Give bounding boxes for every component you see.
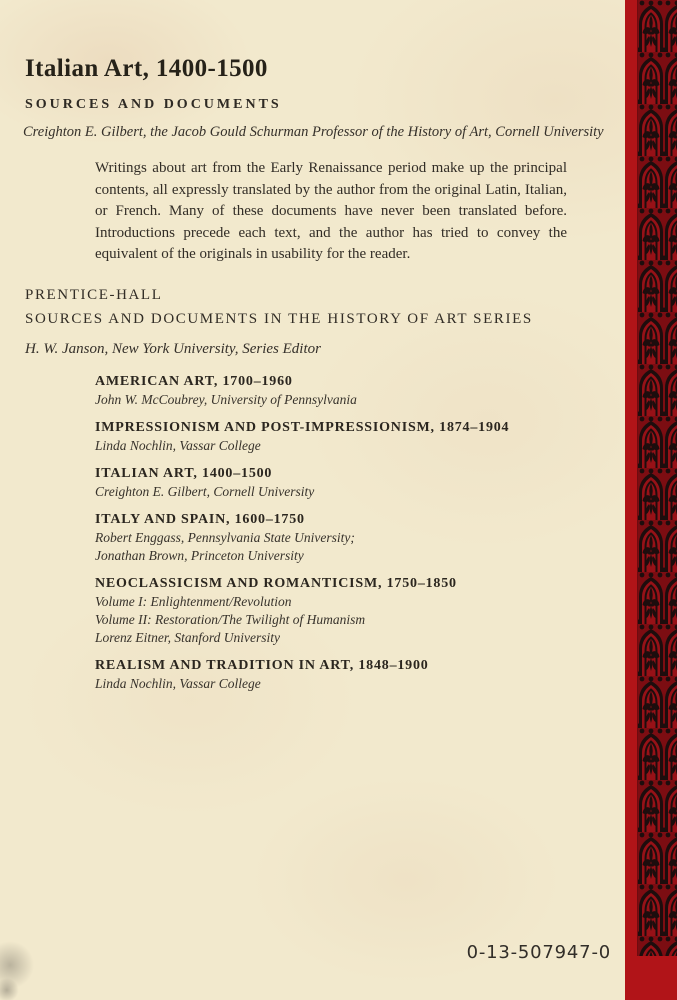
series-title: SOURCES AND DOCUMENTS IN THE HISTORY OF ART SERIES: [25, 311, 533, 327]
gothic-ornament-pattern: [637, 0, 677, 956]
series-book-detail-line: Linda Nochlin, Vassar College: [95, 676, 261, 691]
publisher-name: PRENTICE-HALL: [25, 287, 163, 303]
series-editor-line: H. W. Janson, New York University, Series Editor: [25, 341, 321, 357]
series-book-title: ITALY AND SPAIN, 1600–1750: [95, 512, 305, 527]
book-description: Writings about art from the Early Renaissance period make up the principal contents, all expressly translated by the author from the original Latin, Italian, or French. Many of these documents have never been translated before. Introductions precede each text, and the author has tried to convey the equivalent of the originals in usability for the reader.: [95, 160, 567, 262]
book-title: Italian Art, 1400-1500: [25, 55, 268, 82]
series-book-entry: [95, 656, 575, 693]
series-book-entry: [95, 418, 575, 455]
series-book-detail-line: Volume I: Enlightenment/Revolution: [95, 594, 292, 609]
series-book-title: REALISM AND TRADITION IN ART, 1848–1900: [95, 658, 429, 673]
series-book-detail-line: Jonathan Brown, Princeton University: [95, 548, 304, 563]
series-book-detail-line: Creighton E. Gilbert, Cornell University: [95, 484, 315, 499]
series-book-detail-line: Linda Nochlin, Vassar College: [95, 438, 261, 453]
series-book-detail-line: Volume II: Restoration/The Twilight of Humanism: [95, 612, 366, 627]
book-author-line: Creighton E. Gilbert, the Jacob Gould Schurman Professor of the History of Art, Cornell University: [23, 124, 604, 140]
series-book-entry: [95, 510, 575, 565]
series-book-title: IMPRESSIONISM AND POST-IMPRESSIONISM, 1874–1904: [95, 420, 510, 435]
spine-red-strip: [625, 0, 677, 1000]
series-book-detail-line: Lorenz Eitner, Stanford University: [95, 630, 280, 645]
series-book-entry: [95, 464, 575, 501]
series-book-title: NEOCLASSICISM AND ROMANTICISM, 1750–1850: [95, 576, 457, 591]
series-book-title: ITALIAN ART, 1400–1500: [95, 466, 273, 481]
series-book-entry: [95, 372, 575, 409]
isbn-number: 0-13-507947-0: [466, 942, 611, 963]
series-book-title: AMERICAN ART, 1700–1960: [95, 374, 293, 389]
series-book-list: [95, 372, 575, 702]
series-book-detail-line: John W. McCoubrey, University of Pennsylvania: [95, 392, 357, 407]
series-book-detail-line: Robert Enggass, Pennsylvania State University;: [95, 530, 355, 545]
book-subtitle: SOURCES AND DOCUMENTS: [25, 97, 282, 112]
series-book-entry: [95, 574, 575, 647]
